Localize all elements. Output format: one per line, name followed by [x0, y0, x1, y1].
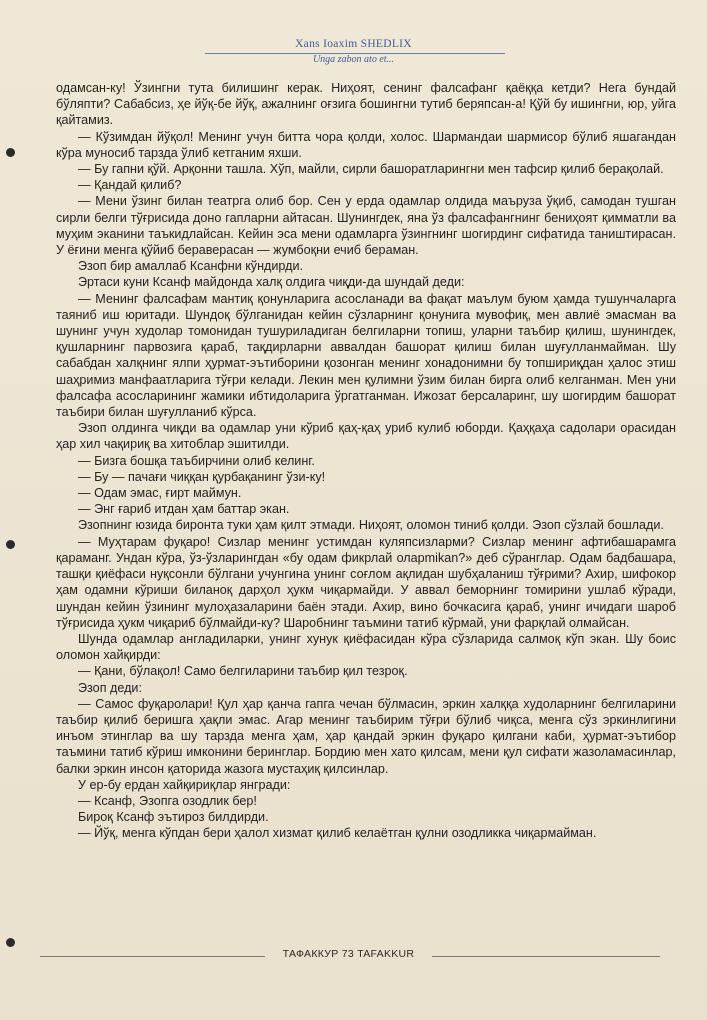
binding-hole-mark: [6, 938, 15, 947]
paragraph: — Бу гапни қўй. Арқонни ташла. Хўп, майли, сирли башоратларингни мен тафсир қилиб берақолай.: [78, 162, 664, 177]
paragraph: Бироқ Ксанф эътироз билдирди.: [78, 810, 269, 825]
running-header-author: Xans Ioaxim SHEDLIX: [295, 38, 412, 50]
paragraph: Эзопнинг юзида биронта туки ҳам қилт этмади. Ниҳоят, оломон тиниб қолди. Эзоп сўзлай бошлади.: [78, 518, 664, 533]
footer-label: ТАФАККУР 73 TAFAKKUR: [282, 948, 415, 960]
paragraph: — Бизга бошқа таъбирчини олиб келинг.: [78, 453, 315, 468]
binding-hole-mark: [6, 540, 15, 549]
binding-hole-mark: [6, 148, 15, 157]
paragraph: — Кўзимдан йўқол! Менинг учун битта чора қолди, холос. Шармандаи шармисор бўлиб яшагандан кўра муносиб тарзда ўлиб кетганим яхши.: [56, 129, 676, 160]
footer-rule-right: [432, 956, 660, 957]
body-text: [56, 80, 676, 842]
paragraph: — Муҳтарам фуқаро! Сизлар менинг устимдан куляпсизларми? Сизлар менинг афтибашарамга қараманг. Ундан кўра, ўз-ўзларингдан «бу одам фикрлай оларmikan?» деб сўранглар. Одам бадбашара, ташқи қиёфаси нуқсонли бўлгани учунгина унинг соғлом ақлидан шубҳаланиш тўғрими? Ахир, шифокор ҳам одамни кўриши биланоқ дарҳол ҳукм чиқармайди. У аввал беморнинг томирини ушлаб кўради, шундан кейин ўзининг мулоҳазаларини баён этади. Ахир, вино бочкасига қараб, унинг ичидаги шароб тўғрисида ҳукм чиқариб бўлмайди-ку? Шаробнинг таъмини татиб кўрмай, уни фарқлай олмайсан.: [56, 534, 676, 630]
paragraph: Эзоп олдинга чиқди ва одамлар уни кўриб қаҳ-қаҳ уриб кулиб юборди. Қаҳқаҳа садолари орасидан ҳар хил чақириқ ва хитоблар эшитилди.: [56, 421, 676, 452]
paragraph: У ер-бу ердан хайқириқлар янгради:: [78, 777, 291, 792]
paragraph: — Қандай қилиб?: [78, 178, 182, 193]
paragraph: — Одам эмас, ғирт маймун.: [78, 486, 242, 501]
running-header-subtitle: Unga zabon ato et...: [312, 54, 395, 65]
paragraph: Эртаси куни Ксанф майдонда халқ олдига чиқди-да шундай деди:: [78, 275, 465, 290]
paragraph: — Мени ўзинг билан театрга олиб бор. Сен у ерда одамлар олдида маъруза ўқиб, самодан тушган сирли белги тўғрисида доно гапларни айтасан. Шунингдек, яна ўз фалсафангнинг бениҳоят қимматли ва муҳим эканини таъкидлайсан. Кейин эса мени одамларга ўзингнинг шогирдинг сифатида таништирасан. У ёғини менга қўйиб бераверасан — жумбоқни ечиб бераман.: [56, 194, 676, 258]
paragraph: одамсан-ку! Ўзингни тута билишинг керак. Ниҳоят, сенинг фалсафанг қаёққа кетди? Нега бундай бўляпти? Сабабсиз, ҳе йўқ-бе йўқ, ажалнинг оғзига бошингни тутиб беряпсан-а! Қўй бу ишингни, юр, уйга қайтамиз.: [56, 81, 676, 128]
paragraph: Эзоп деди:: [78, 680, 142, 695]
paragraph: Эзоп бир амаллаб Ксанфни кўндирди.: [78, 259, 304, 274]
footer-rule-left: [40, 956, 265, 957]
paragraph: — Менинг фалсафам мантиқ қонунларига асосланади ва фақат маълум буюм ҳамда тушунчаларга таяниб иш юритади. Шундоқ бўлганидан кейин сўзларнинг қонунига мувофиқ, мен авлиё эмасман ва шунинг учун худолар томонидан тушуриладиган белгиларни топиш, уларни таъбир қилиш, шунингдек, қушларнинг парвозига қараб, тақдирларни аввалдан башорат қилиш билан шуғулланмайман. Шу сабабдан халқнинг ялпи ҳурмат-эътиборини қозонган менинг хонадонимни бу топшириқдан ҳалос этиш шаҳримиз манфаатларига тўғри келади. Лекин мен қулимни ўзим билан бирга олиб келганман. Мен уни фалсафа асосларининг жамики ибтидоларига ўргатганман. Ижозат берсаларинг, шу шогирдим башорат таъбири билан шуғулланиб кўрса.: [56, 291, 676, 420]
paragraph: — Самос фуқаролари! Қул ҳар қанча гапга чечан бўлмасин, эркин халққа худоларнинг белгиларини таъбир қилиб беришга ҳақли эмас. Агар менинг таъбирим тўғри бўлиб чиқса, менга сўз эркинлигини инъом этинглар ва шу тарзда менга ҳам, ҳар қандай эркин фуқаро қилгани каби, ҳурмат-эътибор таъмини татиб кўриш имконини беринглар. Бордию мен хато қилсам, мени қул сифати жазоламасинлар, балки эркин инсон қаторида жазога мустаҳиқ қилсинлар.: [56, 696, 676, 776]
paragraph: Шунда одамлар англадиларки, унинг хунук қиёфасидан кўра сўзларида салмоқ кўп экан. Шу боис оломон хайқирди:: [56, 631, 676, 663]
page-footer: [40, 948, 660, 962]
paragraph: — Бу — пачағи чиққан қурбақанинг ўзи-ку!: [78, 469, 326, 484]
paragraph: — Йўқ, менга кўпдан бери ҳалол хизмат қилиб келаётган қулни озодликка чиқармайман.: [78, 826, 597, 841]
paragraph: — Ксанф, Эзопга озодлик бер!: [78, 793, 257, 808]
paragraph: — Энг ғариб итдан ҳам баттар экан.: [78, 502, 290, 517]
paragraph: — Қани, бўлақол! Само белгиларини таъбир қил тезроқ.: [78, 664, 408, 679]
